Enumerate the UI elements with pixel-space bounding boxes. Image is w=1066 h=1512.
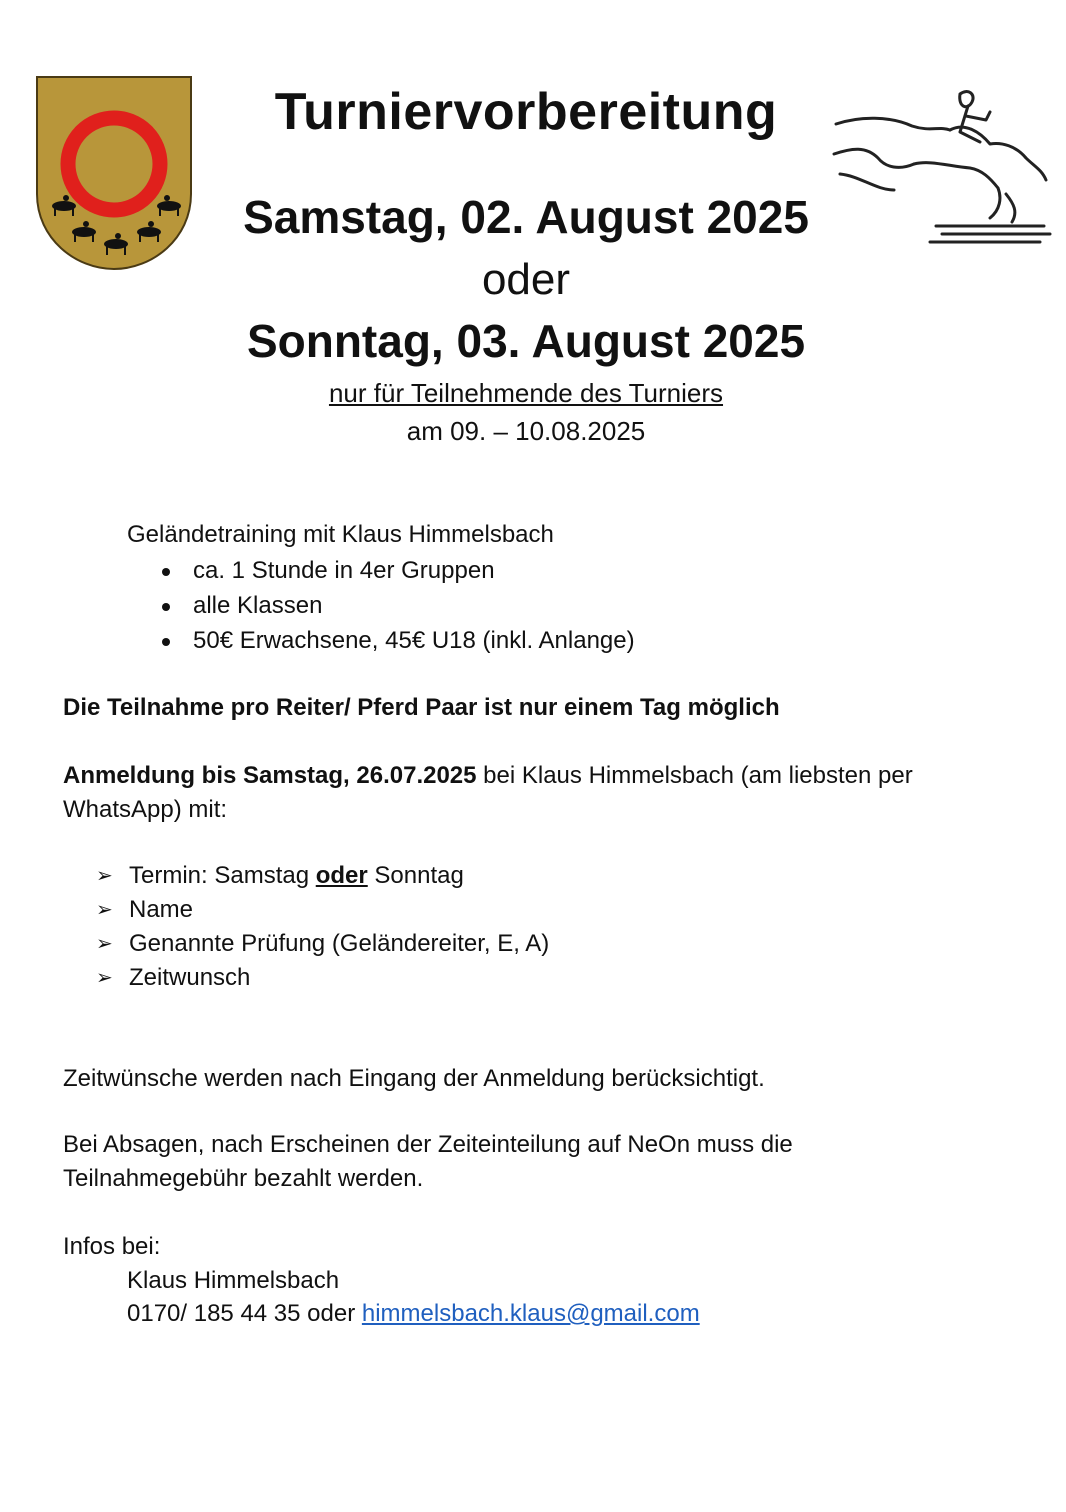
email-link[interactable]: himmelsbach.klaus@gmail.com [361, 1300, 700, 1327]
training-list [127, 554, 635, 659]
list-item: alle Klassen [127, 589, 635, 624]
participation-notice: Die Teilnahme pro Reiter/ Pferd Paar ist nur einem Tag möglich [63, 694, 780, 721]
requirements-list [96, 859, 549, 995]
registration-text [63, 759, 993, 827]
arrowhead-icon: ➢ [96, 865, 113, 887]
list-item: ➢ Termin: Samstag oder Sonntag [96, 859, 549, 893]
contact-name: Klaus Himmelsbach [127, 1267, 340, 1294]
registration-details: bei Klaus Himmelsbach (am liebsten per WhatsApp) mit: [63, 762, 913, 823]
list-item: ➢ Name [96, 893, 549, 927]
page-title: Turniervorbereitung [274, 83, 778, 141]
contact-line [127, 1297, 700, 1331]
list-item: ca. 1 Stunde in 4er Gruppen [127, 554, 635, 589]
list-item: ➢ Genannte Prüfung (Geländereiter, E, A) [96, 927, 549, 961]
or-word: oder [481, 255, 571, 304]
time-wish-note: Zeitwünsche werden nach Eingang der Anmeldung berücksichtigt. [63, 1065, 765, 1092]
contact-phone: 0170/ 185 44 35 oder [127, 1300, 362, 1327]
arrowhead-icon: ➢ [96, 967, 113, 989]
tournament-dates: am 09. – 10.08.2025 [406, 416, 646, 446]
date-sunday: Sonntag, 03. August 2025 [246, 315, 806, 367]
date-saturday: Samstag, 02. August 2025 [243, 191, 809, 243]
list-item: ➢ Zeitwunsch [96, 961, 549, 995]
contact-label: Infos bei: [63, 1233, 161, 1260]
training-heading: Geländetraining mit Klaus Himmelsbach [127, 521, 554, 548]
cancellation-note: Bei Absagen, nach Erscheinen der Zeiteinteilung auf NeOn muss die Teilnahmegebühr bezahlt werden. [63, 1131, 793, 1192]
registration-deadline: Anmeldung bis Samstag, 26.07.2025 [63, 762, 477, 789]
arrowhead-icon: ➢ [96, 933, 113, 955]
or-emphasis: oder [315, 862, 368, 889]
arrowhead-icon: ➢ [96, 899, 113, 921]
list-item: 50€ Erwachsene, 45€ U18 (inkl. Anlange) [127, 624, 635, 659]
participants-note: nur für Teilnehmende des Turniers [328, 378, 724, 408]
